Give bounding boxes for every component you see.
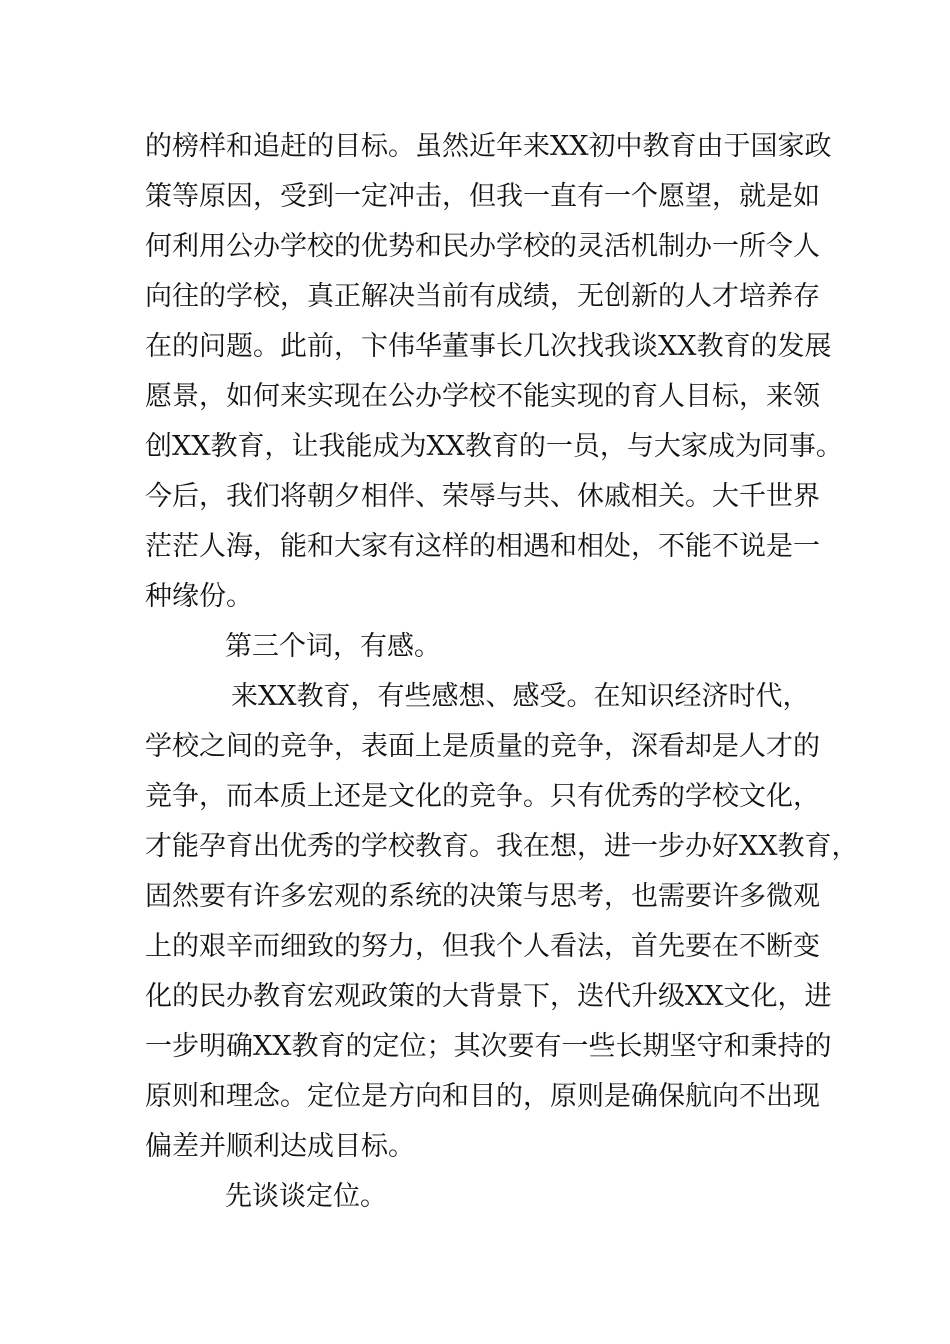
text-line: 固然要有许多宏观的系统的决策与思考，也需要许多微观 xyxy=(145,881,820,912)
text-line: 茫茫人海，能和大家有这样的相遇和相处，不能不说是一 xyxy=(145,531,820,562)
text-line: 愿景，如何来实现在公办学校不能实现的育人目标，来领 xyxy=(145,381,820,412)
paragraph-1 xyxy=(145,122,843,622)
heading-third-word xyxy=(145,622,825,672)
paragraph-2 xyxy=(145,672,859,1172)
text-line: 何利用公办学校的优势和民办学校的灵活机制办一所令人 xyxy=(145,231,820,262)
text-line: 原则和理念。定位是方向和目的，原则是确保航向不出现 xyxy=(145,1081,820,1112)
text-line: 偏差并顺利达成目标。 xyxy=(145,1131,415,1162)
text-line: 向往的学校，真正解决当前有成绩，无创新的人才培养存 xyxy=(145,281,820,312)
text-line: 才能孕育出优秀的学校教育。我在想，进一步办好XX教育， xyxy=(145,831,859,862)
heading-positioning xyxy=(145,1172,825,1222)
text-line: 学校之间的竞争，表面上是质量的竞争，深看却是人才的 xyxy=(145,731,820,762)
text-line: 来XX教育，有些感想、感受。在知识经济时代， xyxy=(231,681,810,712)
text-line: 在的问题。此前，卞伟华董事长几次找我谈XX教育的发展 xyxy=(145,331,832,362)
section-heading: 第三个词，有感。 xyxy=(225,631,441,662)
text-line: 今后，我们将朝夕相伴、荣辱与共、休戚相关。大千世界 xyxy=(145,481,820,512)
text-line: 竞争，而本质上还是文化的竞争。只有优秀的学校文化， xyxy=(145,781,820,812)
text-line: 一步明确XX教育的定位；其次要有一些长期坚守和秉持的 xyxy=(145,1031,832,1062)
text-line: 的榜样和追赶的目标。虽然近年来XX初中教育由于国家政 xyxy=(145,131,832,162)
document-body xyxy=(145,122,859,1222)
text-line: 策等原因，受到一定冲击，但我一直有一个愿望，就是如 xyxy=(145,181,820,212)
text-line: 创XX教育，让我能成为XX教育的一员，与大家成为同事。 xyxy=(145,431,843,462)
text-line: 上的艰辛而细致的努力，但我个人看法，首先要在不断变 xyxy=(145,931,820,962)
text-line: 化的民办教育宏观政策的大背景下，迭代升级XX文化，进 xyxy=(145,981,832,1012)
text-line: 种缘份。 xyxy=(145,581,253,612)
section-heading: 先谈谈定位。 xyxy=(225,1181,387,1212)
